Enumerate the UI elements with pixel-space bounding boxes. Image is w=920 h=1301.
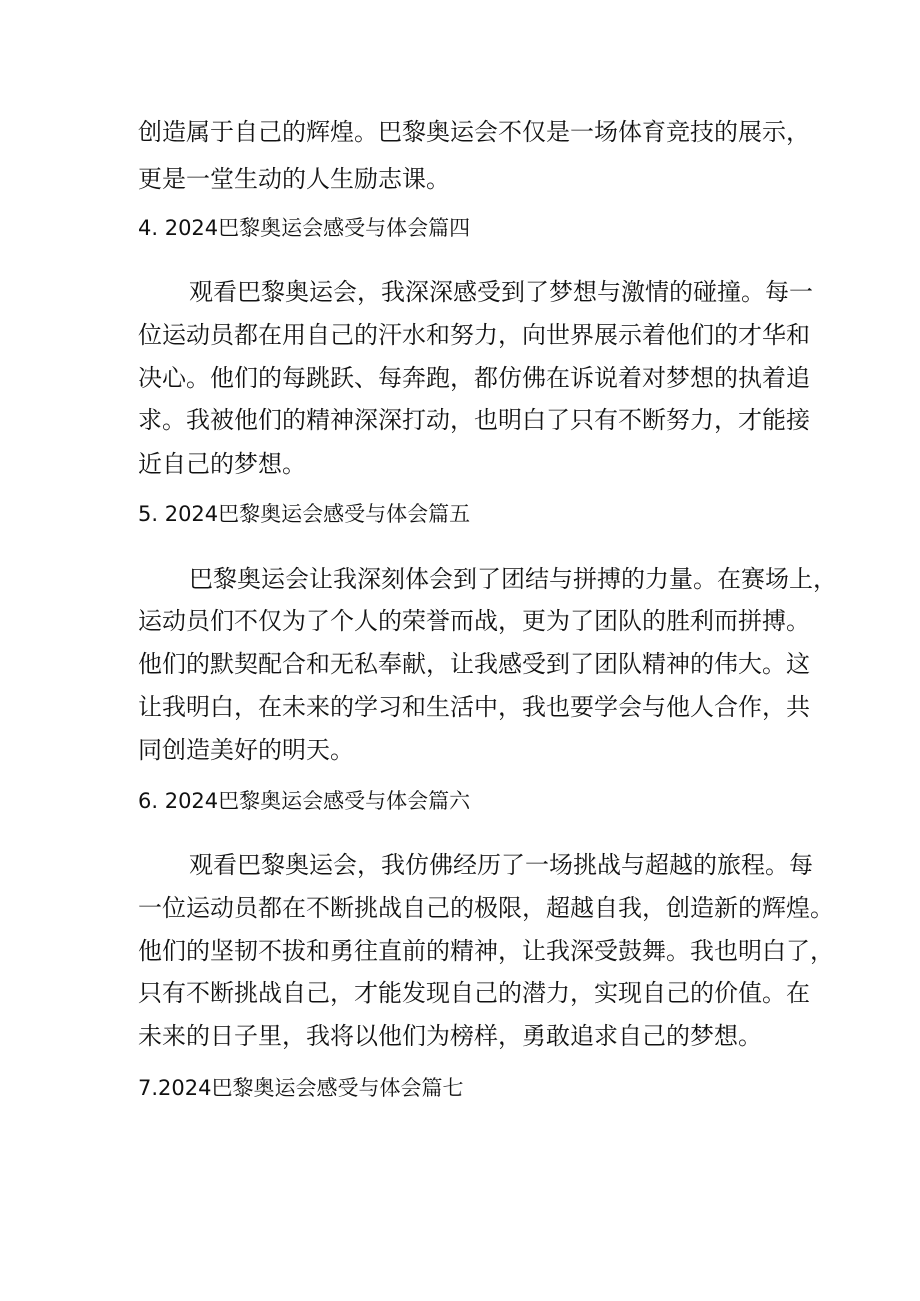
- intro-line-1: 创造属于自己的辉煌。巴黎奥运会不仅是一场体育竞技的展示，: [138, 118, 810, 146]
- paragraph-line: 求。我被他们的精神深深打动，也明白了只有不断努力，才能接: [138, 406, 810, 434]
- paragraph-line: 决心。他们的每跳跃、每奔跑，都仿佛在诉说着对梦想的执着追: [138, 364, 810, 392]
- section-heading-6: 6. 2024巴黎奥运会感受与体会篇六: [138, 789, 471, 813]
- section-heading-4: 4. 2024巴黎奥运会感受与体会篇四: [138, 216, 471, 240]
- paragraph-line: 近自己的梦想。: [138, 450, 306, 478]
- paragraph-line: 只有不断挑战自己，才能发现自己的潜力，实现自己的价值。在: [138, 979, 810, 1007]
- paragraph-line: 让我明白，在未来的学习和生活中，我也要学会与他人合作，共: [138, 693, 810, 721]
- paragraph-line: 位运动员都在用自己的汗水和努力，向世界展示着他们的才华和: [138, 321, 810, 349]
- paragraph-line: 观看巴黎奥运会，我深深感受到了梦想与激情的碰撞。每一: [189, 278, 813, 306]
- intro-line-2: 更是一堂生动的人生励志课。: [138, 165, 450, 193]
- section-heading-7: 7.2024巴黎奥运会感受与体会篇七: [138, 1076, 464, 1100]
- section-heading-5: 5. 2024巴黎奥运会感受与体会篇五: [138, 502, 471, 526]
- paragraph-line: 一位运动员都在不断挑战自己的极限，超越自我，创造新的辉煌。: [138, 894, 834, 922]
- paragraph-line: 未来的日子里，我将以他们为榜样，勇敢追求自己的梦想。: [138, 1022, 762, 1050]
- paragraph-line: 运动员们不仅为了个人的荣誉而战，更为了团队的胜利而拼搏。: [138, 607, 810, 635]
- paragraph-line: 他们的坚韧不拔和勇往直前的精神，让我深受鼓舞。我也明白了，: [138, 937, 834, 965]
- paragraph-line: 同创造美好的明天。: [138, 736, 354, 764]
- paragraph-line: 巴黎奥运会让我深刻体会到了团结与拼搏的力量。在赛场上，: [189, 565, 837, 593]
- paragraph-line: 他们的默契配合和无私奉献，让我感受到了团队精神的伟大。这: [138, 650, 810, 678]
- paragraph-line: 观看巴黎奥运会，我仿佛经历了一场挑战与超越的旅程。每: [189, 851, 813, 879]
